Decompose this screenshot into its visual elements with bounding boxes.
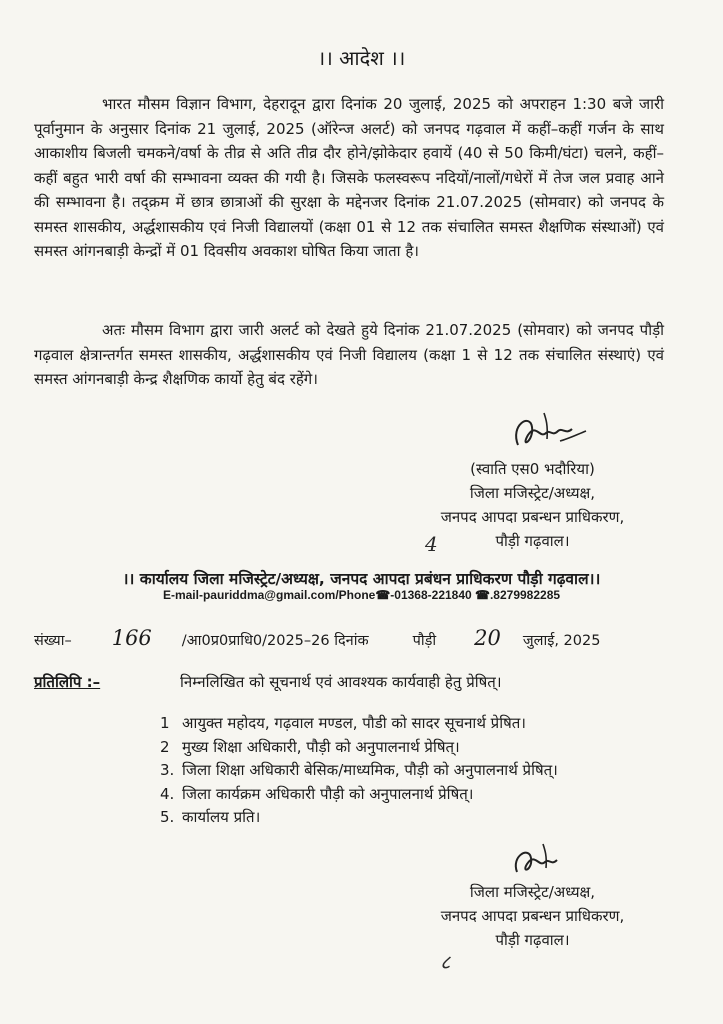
signatory-block xyxy=(400,457,665,553)
signatory-name: (स्वाति एस0 भदौरिया) xyxy=(470,460,595,478)
recipient-list xyxy=(160,712,558,830)
copy-text: निम्नलिखित को सूचनार्थ एवं आवश्यक कार्यवाही हेतु प्रेषित्। xyxy=(180,673,502,691)
list-item: 5. कार्यालय प्रति। xyxy=(160,808,261,826)
handwritten-mark-1: 4 xyxy=(425,532,438,556)
signatory-location: पौड़ी गढ़वाल। xyxy=(495,931,570,949)
handwritten-mark-2: ८ xyxy=(440,950,451,974)
signature-1 xyxy=(500,405,590,460)
list-item: 2 मुख्य शिक्षा अधिकारी, पौड़ी को अनुपालनार्थ प्रेषित्। xyxy=(160,737,460,756)
reference-month-year: जुलाई, 2025 xyxy=(522,633,601,649)
copy-label: प्रतिलिपि :– xyxy=(34,673,101,691)
signature-2 xyxy=(505,838,585,883)
reference-number: 166 xyxy=(111,626,152,650)
order-paragraph-2: अतः मौसम विभाग द्वारा जारी अलर्ट को देखते हुये दिनांक 21.07.2025 (सोमवार) को जनपद पौड़ी गढ़वाल क्षेत्रान्तर्गत समस्त शासकीय, अर्द्धशासकीय एवं निजी विद्यालय (कक्षा 1 से 12 तक संचालित संस्थाएं) एवं समस्त आंगनबाड़ी केन्द्र शैक्षणिक कार्यो हेतु बंद रहेंगे। xyxy=(34,321,664,388)
reference-place: पौड़ी xyxy=(412,633,437,649)
list-item: 3. जिला शिक्षा अधिकारी बेसिक/माध्यमिक, पौड़ी को अनुपालनार्थ प्रेषित्। xyxy=(160,761,558,779)
signatory-authority: जनपद आपदा प्रबन्धन प्राधिकरण, xyxy=(440,508,625,526)
signatory-designation: जिला मजिस्ट्रेट/अध्यक्ष, xyxy=(469,883,596,901)
office-header: ।। कार्यालय जिला मजिस्ट्रेट/अध्यक्ष, जनपद आपदा प्रबंधन प्राधिकरण पौड़ी गढ़वाल।। xyxy=(122,570,601,588)
reference-label: संख्या– xyxy=(34,633,72,649)
order-title: ।। आदेश ।। xyxy=(317,46,406,70)
reference-day: 20 xyxy=(474,626,501,650)
list-item: 1 आयुक्त महोदय, गढ़वाल मण्डल, पौडी को सादर सूचनार्थ प्रेषित। xyxy=(160,714,526,732)
reference-line xyxy=(34,626,684,650)
contact-line: E-mail-pauriddma@gmail.com/Phone☎-01368-221840 ☎.8279982285 xyxy=(162,588,561,602)
list-item: 4. जिला कार्यक्रम अधिकारी पौड़ी को अनुपालनार्थ प्रेषित्। xyxy=(160,784,474,803)
signatory-location: पौड़ी गढ़वाल। xyxy=(495,532,570,550)
signatory-block-2 xyxy=(400,880,665,952)
signatory-authority: जनपद आपदा प्रबन्धन प्राधिकरण, xyxy=(440,907,625,925)
reference-code: /आ0प्र0प्राधि0/2025–26 दिनांक xyxy=(181,633,369,649)
signatory-designation: जिला मजिस्ट्रेट/अध्यक्ष, xyxy=(469,484,596,502)
order-paragraph-1: भारत मौसम विज्ञान विभाग, देहरादून द्वारा दिनांक 20 जुलाई, 2025 को अपराहन 1:30 बजे जारी पूर्वानुमान के अनुसार दिनांक 21 जुलाई, 2025 (ऑरेन्ज अलर्ट) को जनपद गढ़वाल में कहीं–कहीं गर्जन के साथ आकाशीय बिजली चमकने/वर्षा के तीव्र से अति तीव्र दौर होने/झोकेदार हवायें (40 से 50 किमी/घंटा) चलने, कहीं–कहीं बहुत भारी वर्षा की सम्भावना व्यक्त की गयी है। जिसके फलस्वरूप नदियों/नालों/गधेरों में तेज जल प्रवाह आने की सम्भावना है। तद्क्रम में छात्र छात्राओं की सुरक्षा के मद्देनजर दिनांक 21.07.2025 (सोमवार) को जनपद के समस्त शासकीय, अर्द्धशासकीय एवं निजी विद्यालयों (कक्षा 01 से 12 तक संचालित समस्त शैक्षणिक संस्थाओं) एवं समस्त आंगनबाड़ी केन्द्रों में 01 दिवसीय अवकाश घोषित किया जाता है। xyxy=(34,95,664,260)
